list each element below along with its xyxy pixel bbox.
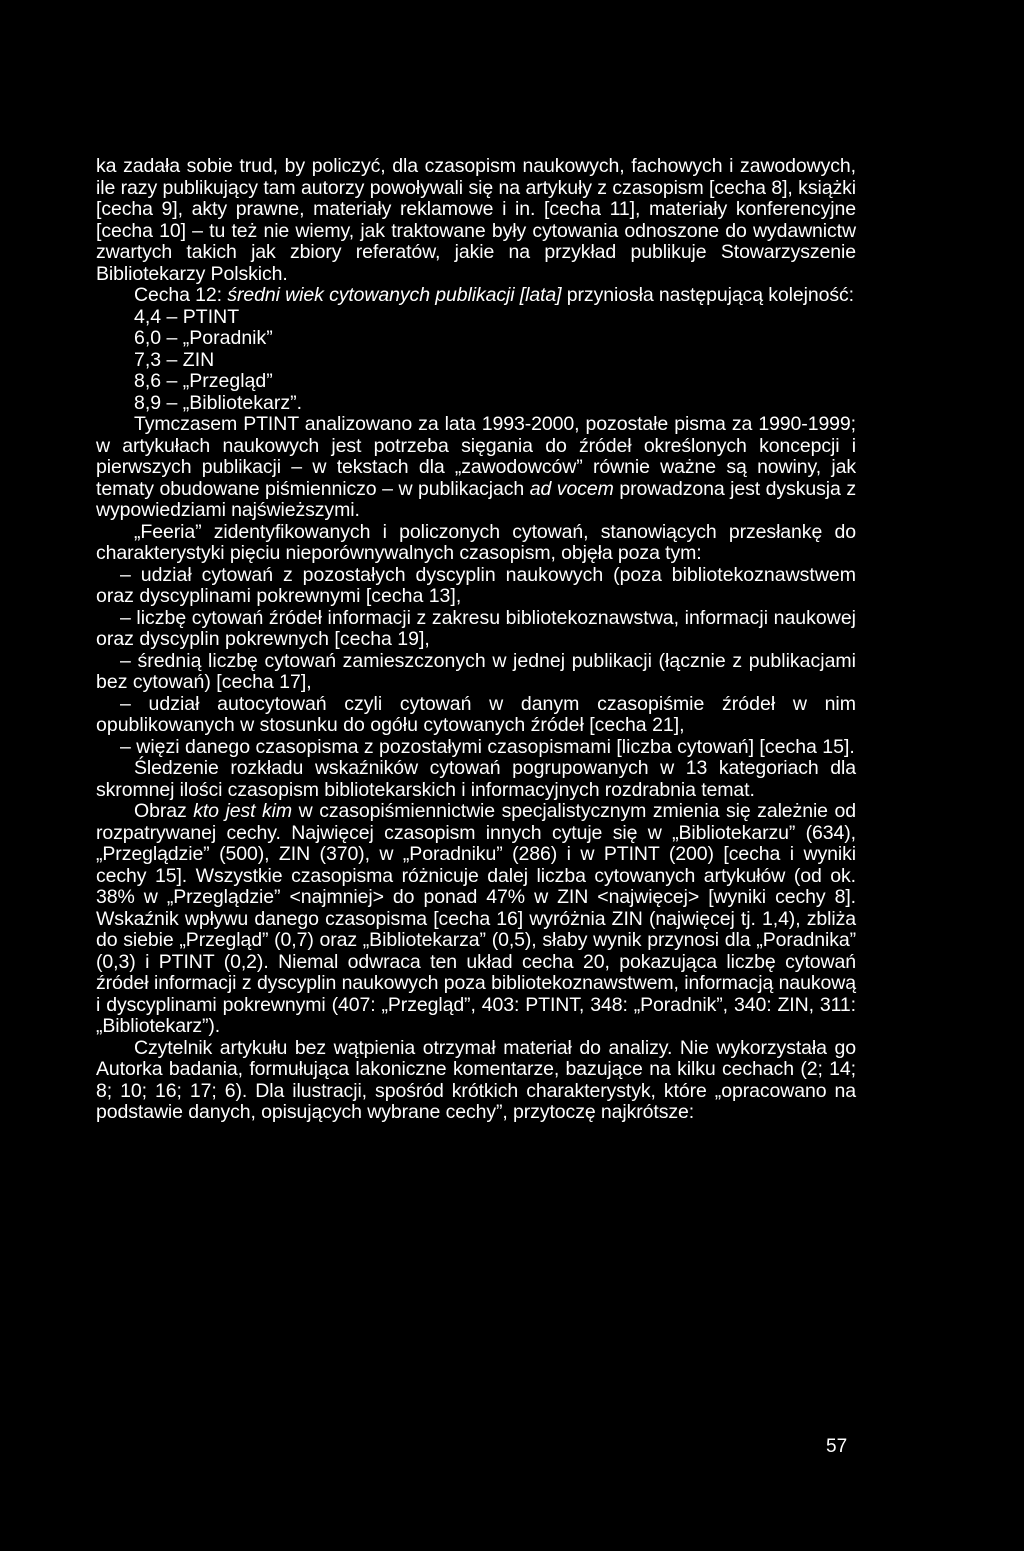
paragraph-2-emphasis: średni wiek cytowanych publikacji [lata] xyxy=(227,284,562,306)
bullet-item: – liczbę cytowań źródeł informacji z zakresu bibliotekoznawstwa, informacji naukowej oraz dyscyplin pokrewnych [cecha 19], xyxy=(96,606,856,650)
paragraph-6 xyxy=(96,801,856,1038)
paragraph-2 xyxy=(96,285,856,307)
bullet-item: – udział cytowań z pozostałych dyscyplin naukowych (poza bibliotekoznawstwem oraz dyscyplinami pokrewnymi [cecha 13], xyxy=(96,563,856,607)
ranking-item: 8,9 – „Bibliotekarz”. xyxy=(134,391,302,414)
paragraph-3 xyxy=(96,414,856,522)
ranking-list xyxy=(96,307,856,415)
paragraph-2-tail: przyniosła następującą kolejność: xyxy=(561,284,854,306)
paragraph-4: „Feeria” zidentyfikowanych i policzonych cytowań, stanowiących przesłankę do charakterystyki pięciu nieporównywalnych czasopism, objęła poza tym: xyxy=(96,520,856,564)
paragraph-3-emphasis: ad vocem xyxy=(529,477,614,500)
paragraph-6-emphasis: kto jest kim xyxy=(193,800,293,822)
bullet-item: – udział autocytowań czyli cytowań w danym czasopiśmie źródeł w nim opublikowanych w stosunku do ogółu cytowanych źródeł [cecha 21], xyxy=(96,692,856,736)
ranking-item: 8,6 – „Przegląd” xyxy=(134,370,273,392)
ranking-item: 6,0 – „Poradnik” xyxy=(134,327,273,349)
page-body xyxy=(96,156,856,1124)
paragraph-6-lead: Obraz xyxy=(134,800,194,822)
paragraph-3-tail: prowadzona jest dyskusja z wypowiedziami najświeższymi. xyxy=(96,477,856,521)
paragraph-6-tail: w czasopiśmiennictwie specjalistycznym zmienia się zależnie od rozpatrywanej cechy. Najwięcej czasopism innych cytuje się w „Bibliotekarzu” (634), „Przeglądzie” (500), ZIN (370), w „Poradniku” (286) i w PTINT (200) [cecha i wyniki cechy 15]. Wszystkie czasopisma różnicuje dalej liczba cytowanych artykułów (od ok. 38% w „Przeglądzie” <najmniej> do ponad 47% w ZIN <najwięcej> [wyniki cechy 8]. Wskaźnik wpływu danego czasopisma [cecha 16] wyróżnia ZIN (najwięcej tj. 1,4), zbliża do siebie „Przegląd” (0,7) oraz „Bibliotekarza” (0,5), słaby wynik przynosi dla „Poradnika” (0,3) i PTINT (0,2). Niemal odwraca ten układ cecha 20, pokazująca liczbę cytowań źródeł informacji z dyscyplin naukowych poza bibliotekoznawstwem, informacją naukową i dyscyplinami pokrewnymi (407: „Przegląd”, 403: PTINT, 348: „Poradnik”, 340: ZIN, 311: „Bibliotekarz”). xyxy=(96,800,856,1037)
paragraph-7: Czytelnik artykułu bez wątpienia otrzymał materiał do analizy. Nie wykorzystała go Autorka badania, formułująca lakoniczne komentarze, bazujące na kilku cechach (2; 14; 8; 10; 16; 17; 6). Dla ilustracji, spośród krótkich charakterystyk, które „opracowano na podstawie danych, opisujących wybrane cechy”, przytoczę najkrótsze: xyxy=(96,1036,856,1123)
paragraph-2-lead: Cecha 12: xyxy=(134,284,228,306)
paragraph-1: ka zadała sobie trud, by policzyć, dla czasopism naukowych, fachowych i zawodowych, ile razy publikujący tam autorzy powoływali się na artykuły z czasopism [cecha 8], książki [cecha 9], akty prawne, materiały reklamowe i in. [cecha 11], materiały konferencyjne [cecha 10] – tu też nie wiemy, jak traktowane były cytowania odnoszone do wydawnictw zwartych takich jak zbiory referatów, jakie na przykład publikuje Stowarzyszenie Bibliotekarzy Polskich. xyxy=(96,155,856,285)
ranking-item: 7,3 – ZIN xyxy=(134,348,215,371)
ranking-item: 4,4 – PTINT xyxy=(134,305,240,328)
paragraph-3-lead: Tymczasem PTINT analizowano za lata 1993-2000, pozostałe pisma za 1990-1999; w artykułach naukowych jest potrzeba sięgania do źródeł określonych koncepcji i pierwszych publikacji – w tekstach dla „zawodowców” równie ważne są nowiny, jak tematy obudowane piśmienniczo – w publikacjach xyxy=(96,413,856,500)
bullet-item: – średnią liczbę cytowań zamieszczonych w jednej publikacji (łącznie z publikacjami bez cytowań) [cecha 17], xyxy=(96,649,856,693)
bullet-item: – więzi danego czasopisma z pozostałymi czasopismami [liczba cytowań] [cecha 15]. xyxy=(120,735,855,758)
page-number: 57 xyxy=(826,1436,848,1457)
paragraph-5: Śledzenie rozkładu wskaźników cytowań pogrupowanych w 13 kategoriach dla skromnej ilości czasopism bibliotekarskich i informacyjnych rozdrabnia temat. xyxy=(96,757,856,801)
